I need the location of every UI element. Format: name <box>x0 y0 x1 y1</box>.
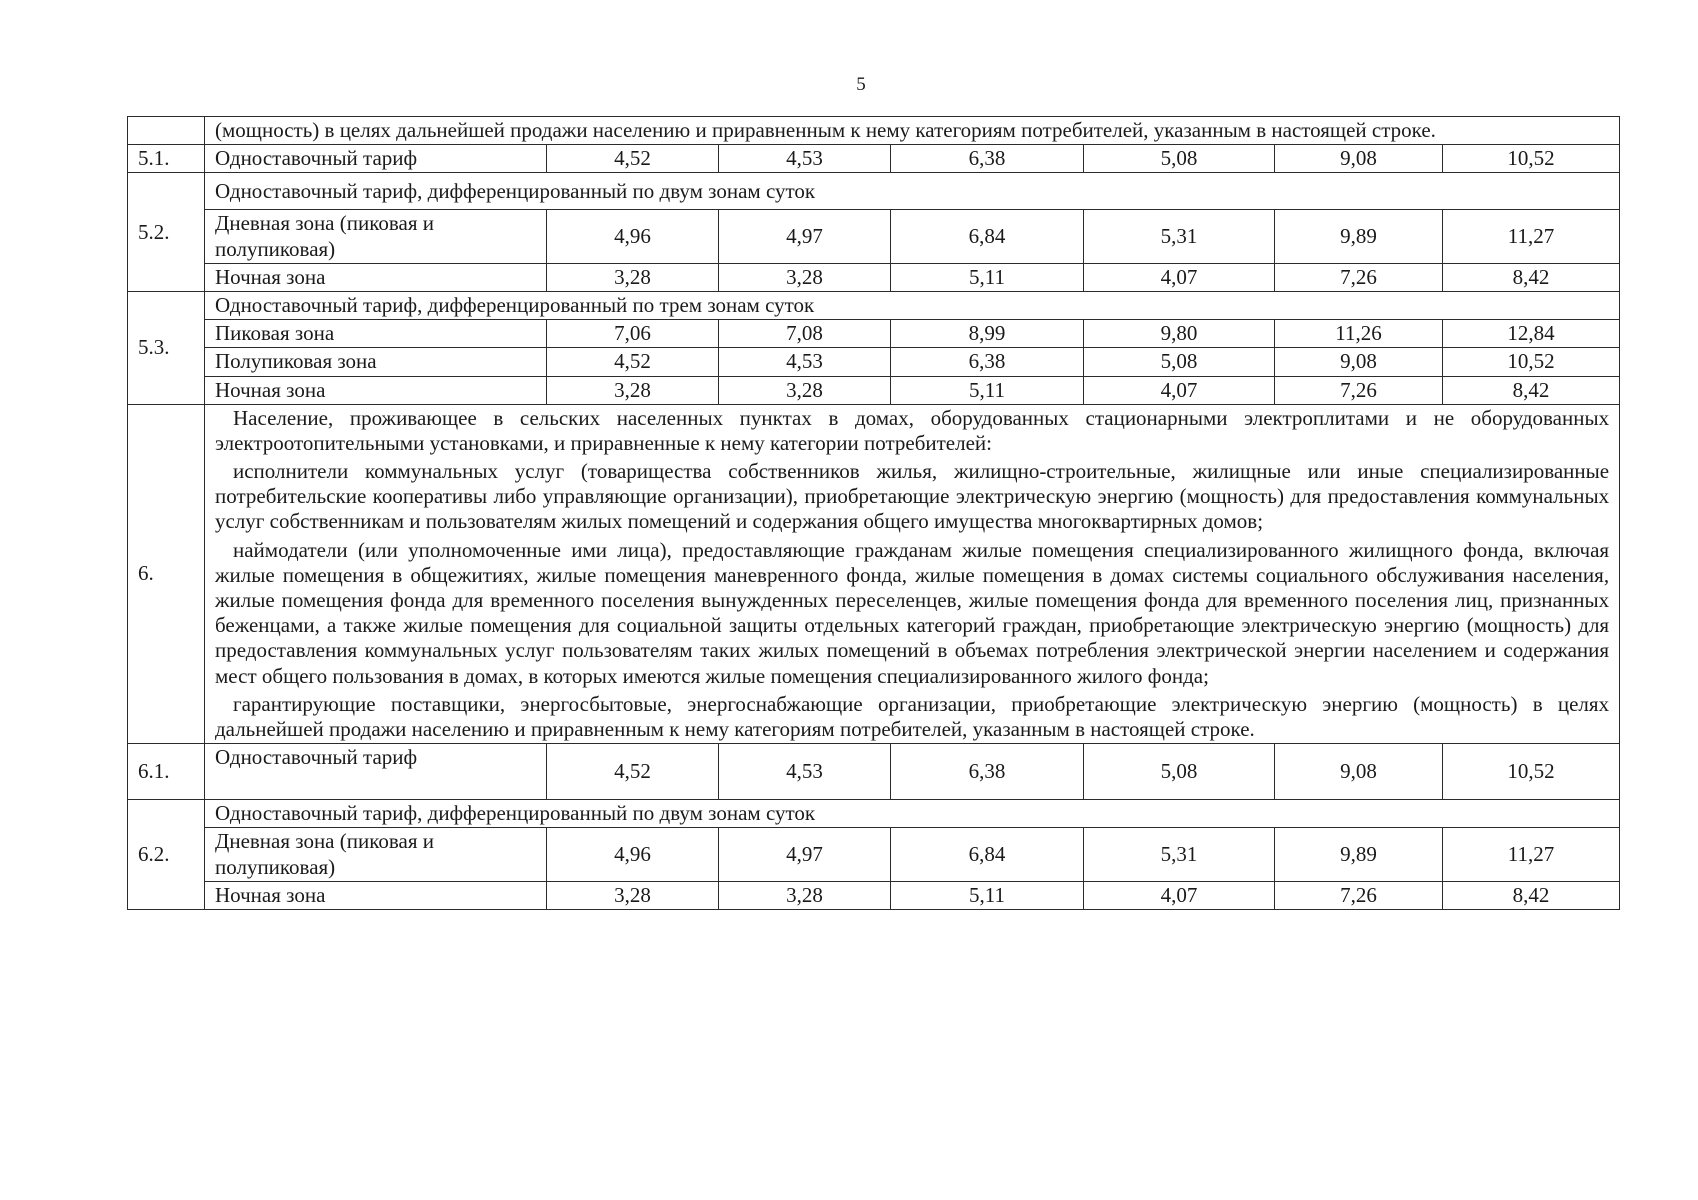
row-number: 5.1. <box>128 145 205 173</box>
zone-label: Пиковая зона <box>205 320 547 348</box>
tariff-value: 8,42 <box>1443 881 1620 909</box>
tariff-value: 10,52 <box>1443 744 1620 800</box>
table-row <box>128 291 1620 319</box>
tariff-value: 9,80 <box>1084 320 1275 348</box>
tariff-value: 12,84 <box>1443 320 1620 348</box>
table-row <box>128 348 1620 376</box>
tariff-value: 7,26 <box>1275 881 1443 909</box>
tariff-value: 10,52 <box>1443 145 1620 173</box>
tariff-value: 4,96 <box>547 828 719 881</box>
tariff-value: 4,52 <box>547 145 719 173</box>
tariff-value: 3,28 <box>719 881 891 909</box>
tariff-label: Одноставочный тариф <box>205 145 547 173</box>
tariff-value: 8,42 <box>1443 263 1620 291</box>
tariff-value: 11,27 <box>1443 210 1620 263</box>
table-row <box>128 881 1620 909</box>
tariff-value: 4,96 <box>547 210 719 263</box>
table-row <box>128 800 1620 828</box>
tariff-value: 4,52 <box>547 348 719 376</box>
tariff-value: 9,08 <box>1275 744 1443 800</box>
tariff-value: 9,89 <box>1275 210 1443 263</box>
table-row <box>128 744 1620 800</box>
tariff-heading: Одноставочный тариф, дифференцированный по трем зонам суток <box>205 291 1620 319</box>
tariff-value: 9,08 <box>1275 145 1443 173</box>
tariff-value: 3,28 <box>547 263 719 291</box>
tariff-value: 8,99 <box>891 320 1084 348</box>
tariff-value: 9,89 <box>1275 828 1443 881</box>
description-paragraph: наймодатели (или уполномоченные ими лица), предоставляющие гражданам жилые помещения специализированного жилищного фонда, включая жилые помещения в общежитиях, жилые помещения маневренного фонда, жилые помещения в домах системы социального обслуживания населения, жилые помещения фонда для временного поселения вынужденных переселенцев, жилые помещения фонда для временного поселения лиц, признанных беженцами, а также жилые помещения для социальной защиты отдельных категорий граждан, приобретающие электрическую энергию (мощность) для предоставления коммунальных услуг пользователям таких жилых помещений в объемах потребления электрической энергии населением и содержания мест общего пользования в домах, в которых имеются жилые помещения специализированного жилого фонда; <box>215 537 1610 688</box>
tariff-value: 5,11 <box>891 263 1084 291</box>
page-number: 5 <box>856 74 866 95</box>
tariff-value: 6,84 <box>891 210 1084 263</box>
description-paragraph: Население, проживающее в сельских населенных пунктах в домах, оборудованных стационарными электроплитами и не оборудованных электроотопительными установками, и приравненные к нему категории потребителей: <box>215 405 1610 455</box>
description-paragraph: исполнители коммунальных услуг (товарищества собственников жилья, жилищно-строительные, жилищные или иные специализированные потребительские кооперативы либо управляющие организации), приобретающие электрическую энергию (мощность) для предоставления коммунальных услуг собственникам и пользователям жилых помещений и содержания общего имущества многоквартирных домов; <box>215 459 1610 534</box>
table-row <box>128 263 1620 291</box>
tariff-value: 5,11 <box>891 376 1084 404</box>
row-description: (мощность) в целях дальнейшей продажи населению и приравненным к нему категориям потребителей, указанным в настоящей строке. <box>205 117 1620 145</box>
tariff-value: 5,08 <box>1084 348 1275 376</box>
tariff-value: 4,53 <box>719 744 891 800</box>
zone-label: Дневная зона (пиковая и полупиковая) <box>205 210 547 263</box>
table-row <box>128 828 1620 881</box>
tariff-value: 10,52 <box>1443 348 1620 376</box>
tariff-value: 5,11 <box>891 881 1084 909</box>
zone-label: Ночная зона <box>205 881 547 909</box>
tariff-value: 3,28 <box>547 881 719 909</box>
tariff-value: 4,53 <box>719 348 891 376</box>
tariff-value: 6,84 <box>891 828 1084 881</box>
tariff-value: 5,08 <box>1084 744 1275 800</box>
tariff-label: Одноставочный тариф <box>205 744 547 800</box>
tariff-value: 4,07 <box>1084 376 1275 404</box>
consumer-category-description <box>205 404 1620 743</box>
tariff-heading: Одноставочный тариф, дифференцированный по двум зонам суток <box>205 800 1620 828</box>
table-row <box>128 320 1620 348</box>
row-number: 5.2. <box>128 173 205 292</box>
tariff-value: 11,26 <box>1275 320 1443 348</box>
tariff-value: 3,28 <box>719 376 891 404</box>
tariff-value: 3,28 <box>547 376 719 404</box>
tariff-value: 4,97 <box>719 210 891 263</box>
tariff-value: 4,07 <box>1084 881 1275 909</box>
tariff-value: 6,38 <box>891 744 1084 800</box>
tariff-value: 4,07 <box>1084 263 1275 291</box>
zone-label: Ночная зона <box>205 376 547 404</box>
tariff-value: 5,31 <box>1084 210 1275 263</box>
tariff-value: 8,42 <box>1443 376 1620 404</box>
tariff-heading: Одноставочный тариф, дифференцированный по двум зонам суток <box>205 173 1620 210</box>
row-number-cell <box>128 117 205 145</box>
zone-label: Дневная зона (пиковая и полупиковая) <box>205 828 547 881</box>
zone-label: Ночная зона <box>205 263 547 291</box>
table-row <box>128 376 1620 404</box>
tariff-value: 6,38 <box>891 348 1084 376</box>
table-row <box>128 145 1620 173</box>
tariff-value: 9,08 <box>1275 348 1443 376</box>
tariff-value: 3,28 <box>719 263 891 291</box>
tariff-value: 4,97 <box>719 828 891 881</box>
tariff-value: 5,08 <box>1084 145 1275 173</box>
row-number: 6. <box>128 404 205 743</box>
row-number: 6.1. <box>128 744 205 800</box>
description-paragraph: гарантирующие поставщики, энергосбытовые, энергоснабжающие организации, приобретающие электрическую энергию (мощность) в целях дальнейшей продажи населению и приравненным к нему категориям потребителей, указанным в настоящей строке. <box>215 691 1610 741</box>
table-row <box>128 117 1620 145</box>
tariff-value: 7,08 <box>719 320 891 348</box>
row-number: 5.3. <box>128 291 205 404</box>
tariff-table <box>127 116 1620 910</box>
tariff-value: 11,27 <box>1443 828 1620 881</box>
tariff-value: 6,38 <box>891 145 1084 173</box>
row-number: 6.2. <box>128 800 205 910</box>
tariff-value: 4,52 <box>547 744 719 800</box>
zone-label: Полупиковая зона <box>205 348 547 376</box>
tariff-value: 7,26 <box>1275 263 1443 291</box>
table-row <box>128 173 1620 210</box>
table-row <box>128 210 1620 263</box>
tariff-value: 4,53 <box>719 145 891 173</box>
tariff-value: 7,06 <box>547 320 719 348</box>
tariff-value: 5,31 <box>1084 828 1275 881</box>
tariff-value: 7,26 <box>1275 376 1443 404</box>
table-row <box>128 404 1620 743</box>
